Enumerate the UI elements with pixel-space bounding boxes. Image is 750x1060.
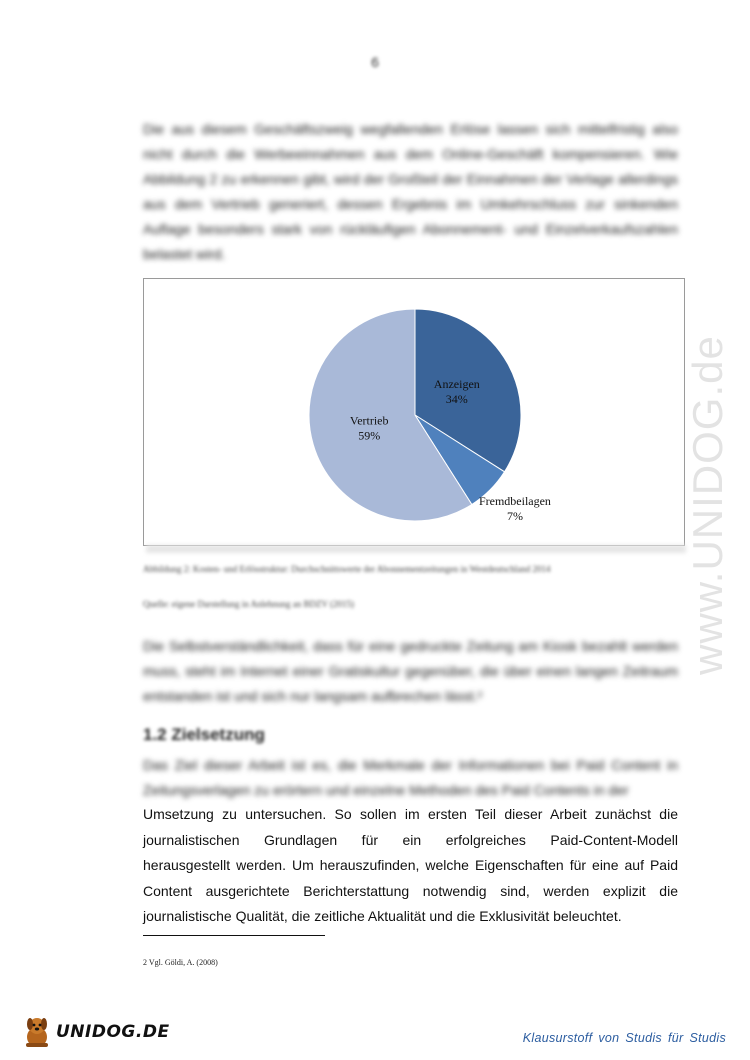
section-clear-text — [143, 802, 678, 930]
intro-paragraph: Die aus diesem Geschäftszweig wegfallenden Erlöse lassen sich mittelfristig also nicht durch die Werbeeinnahmen aus dem Online-Geschäft kompensieren. Wie Abbildung 2 zu erkennen gibt, wird der Großteil der Einnahmen der Verlage allerdings aus dem Vertrieb generiert, dessen Ergebnis im Umkehrschluss zur sinkenden Auflage besonders stark von rückläufigen Abonnement- und Einzelverkaufszahlen belastet wird. — [143, 121, 678, 262]
section-blurred-text: Das Ziel dieser Arbeit ist es, die Merkmale der Informationen bei Paid Content in Zeitungsverlagen zu erörtern und einzelne Methoden des Paid Contents in der — [143, 757, 678, 798]
slice-label-anzeigen: Anzeigen — [433, 377, 480, 392]
text-line: Umsetzung zu untersuchen. So sollen im ersten Teil dieser Arbeit zunächst die — [143, 806, 678, 822]
footer-slogan — [523, 1031, 726, 1045]
text-line: Content ausgerichtete Berichterstattung notwendig sind, werden explizit die — [143, 882, 678, 899]
slice-label-vertrieb: Vertrieb — [349, 413, 389, 428]
section-heading: 1.2 Zielsetzung — [143, 725, 265, 744]
text-line: journalistischen Grundlagen für ein erfolgreiches Paid-Content-Modell — [143, 831, 678, 848]
watermark: www.UNIDOG.de — [684, 335, 731, 675]
slogan-word: von — [598, 1031, 620, 1045]
slogan-word: Klausurstoff — [522, 1031, 593, 1045]
pie-chart-svg — [144, 279, 684, 545]
pie-chart — [143, 278, 685, 546]
figure-source: Quelle: eigene Darstellung in Anlehnung an BDZV (2015) — [143, 599, 355, 609]
text-line: journalistische Qualität, die zeitliche Aktualität und die Exklusivität beleuchtet. — [143, 908, 622, 924]
page-number: 6 — [371, 54, 379, 70]
slogan-word: Studis — [625, 1031, 662, 1045]
figure-caption: Abbildung 2: Kosten- und Erlösstruktur: Durchschnittswerte der Abonnementzeitungen in Westdeutschland 2014 — [143, 564, 551, 574]
slogan-word: Studis — [689, 1031, 726, 1045]
dog-mascot-icon — [22, 1015, 52, 1049]
chart-shadow — [146, 545, 686, 553]
logo-text: UNIDOG.DE — [56, 1022, 170, 1042]
second-paragraph: Die Selbstverständlichkeit, dass für eine gedruckte Zeitung am Kiosk bezahlt werden muss, steht im Internet einer Gratiskultur gegenüber, die über einen langen Zeitraum entstanden ist und sich nur langsam aufbrechen lässt.² — [143, 638, 678, 704]
footnote-divider — [143, 935, 325, 936]
slice-value-anzeigen: 34% — [445, 392, 468, 407]
slice-value-vertrieb: 59% — [358, 428, 381, 443]
footnote: 2 Vgl. Göldi, A. (2008) — [143, 958, 218, 967]
unidog-logo[interactable] — [22, 1015, 170, 1049]
slice-value-fremdbeilagen: 7% — [506, 508, 523, 523]
text-line: herausgestellt werden. Um herauszufinden, welche Eigenschaften für eine auf Paid — [143, 857, 678, 873]
slice-label-fremdbeilagen: Fremdbeilagen — [478, 493, 551, 508]
slogan-word: für — [667, 1031, 684, 1045]
